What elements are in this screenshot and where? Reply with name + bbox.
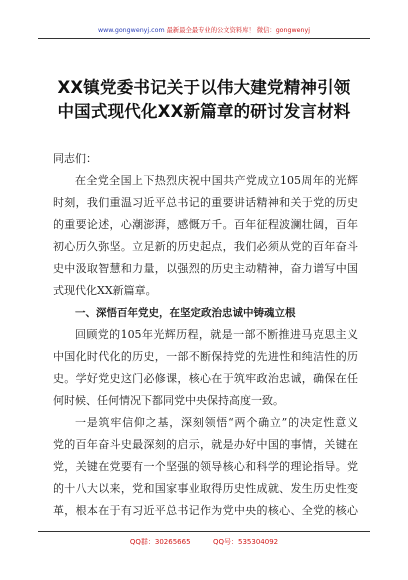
footer-qq-group: QQ群：30265665 (129, 538, 191, 546)
body-text-line: 史。学好党史这门必修课，核心在于筑牢政治忠诚，确保在任 (53, 372, 358, 385)
body-text-line: 同志们： (53, 152, 97, 165)
body-text-line: 式现代化XX新篇章。 (53, 284, 157, 297)
page-header (0, 25, 408, 34)
body-text-line: 时刻，我们重温习近平总书记的重要讲话精神和关于党的历史 (53, 196, 358, 209)
website-link[interactable]: www.gongwenyj.com (97, 27, 165, 34)
section-heading: 一、深悟百年党史，在坚定政治忠诚中铸魂立根 (75, 307, 296, 319)
body-text-line: 史中汲取智慧和力量，以强烈的历史主动精神，奋力谱写中国 (53, 262, 358, 275)
body-text-line: 回顾党的105年光辉历程，就是一部不断推进马克思主义 (75, 328, 358, 341)
document-body (53, 148, 358, 522)
body-text-line: 革，根本在于有习近平总书记作为党中央的核心、全党的核心 (53, 504, 358, 517)
body-text-line: 中国化时代化的历史，一部不断保持党的先进性和纯洁性的历 (53, 350, 358, 363)
page-footer (0, 537, 408, 547)
body-text-line: 一是筑牢信仰之基，深刻领悟“两个确立”的决定性意义 (75, 416, 358, 429)
body-text-line: 初心历久弥坚。立足新的历史起点，我们必须从党的百年奋斗 (53, 240, 358, 253)
body-text-line: 在全党全国上下热烈庆祝中国共产党成立105周年的光辉 (75, 174, 358, 187)
header-tagline: 最新最全最专业的公文资料库！ (166, 27, 255, 34)
footer-divider (38, 531, 370, 532)
header-wechat: 微信：gongwenyj (256, 27, 311, 34)
body-text-line: 何时候、任何情况下都同党中央保持高度一致。 (53, 394, 284, 407)
header-divider (38, 38, 370, 39)
body-text-line: 党，关键在党要有一个坚强的领导核心和科学的理论指导。党 (53, 460, 358, 473)
footer-qq-number: QQ号：535304092 (213, 538, 279, 546)
body-text-line: 党的百年奋斗史最深刻的启示，就是办好中国的事情，关键在 (53, 438, 358, 451)
document-title-line-2: 中国式现代化XX新篇章的研讨发言材料 (57, 102, 351, 121)
body-text-line: 的十八大以来，党和国家事业取得历史性成就、发生历史性变 (53, 482, 358, 495)
body-text-line: 的重要论述，心潮澎湃，感慨万千。百年征程波澜壮阔，百年 (53, 218, 358, 231)
document-title-line-1: XX镇党委书记关于以伟大建党精神引领 (57, 78, 351, 97)
